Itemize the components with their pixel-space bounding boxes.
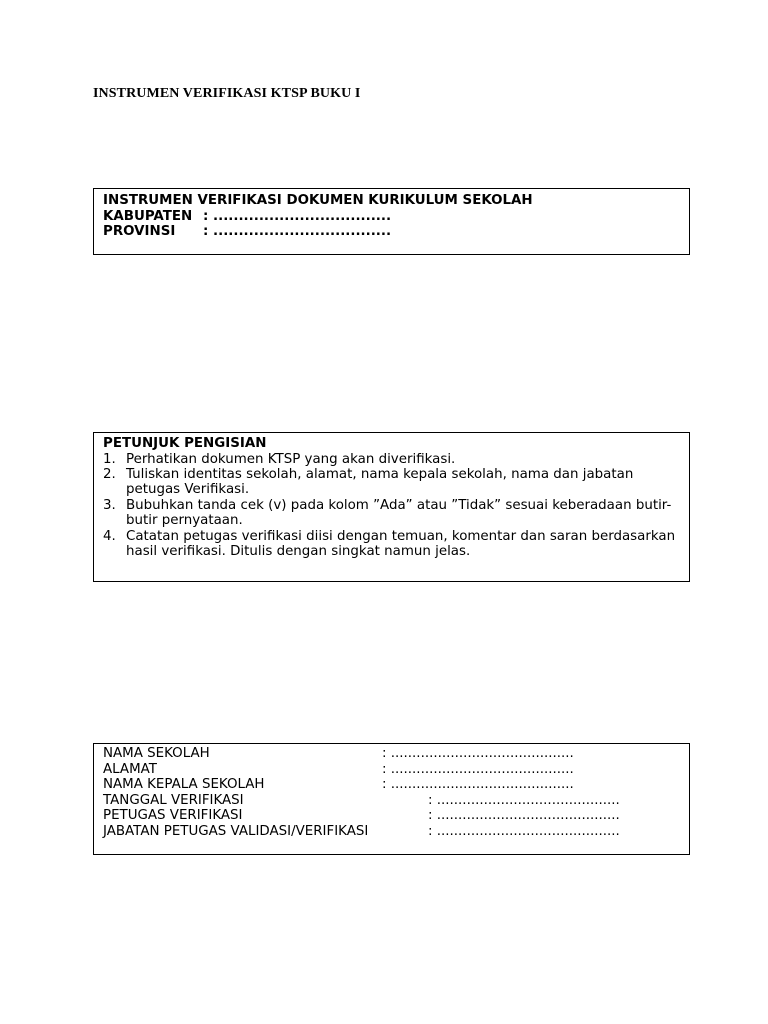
nama-sekolah-row bbox=[103, 746, 689, 762]
identity-box bbox=[93, 743, 690, 855]
tanggal-verifikasi-row bbox=[103, 793, 689, 809]
kabupaten-separator: : bbox=[203, 208, 209, 224]
header-heading: INSTRUMEN VERIFIKASI DOKUMEN KURIKULUM SEKOLAH bbox=[103, 193, 533, 208]
nama-kepala-sekolah-row bbox=[103, 777, 689, 793]
document-title: INSTRUMEN VERIFIKASI KTSP BUKU I bbox=[93, 86, 361, 101]
nama-kepala-sekolah-label: NAMA KEPALA SEKOLAH bbox=[103, 777, 265, 793]
instruction-step bbox=[103, 529, 689, 560]
provinsi-label: PROVINSI bbox=[103, 224, 176, 240]
instructions-heading: PETUNJUK PENGISIAN bbox=[103, 436, 267, 451]
step-text: Bubuhkan tanda cek (v) pada kolom ”Ada” atau ”Tidak” sesuai keberadaan butir-butir pernyataan. bbox=[126, 497, 672, 529]
instruction-step bbox=[103, 452, 689, 467]
alamat-value[interactable]: : ........................................... bbox=[382, 761, 574, 777]
step-number: 1. bbox=[103, 451, 116, 467]
instruction-step bbox=[103, 467, 689, 498]
petugas-verifikasi-label: PETUGAS VERIFIKASI bbox=[103, 808, 243, 824]
kabupaten-label: KABUPATEN bbox=[103, 208, 193, 224]
provinsi-separator: : bbox=[203, 224, 209, 240]
step-number: 2. bbox=[103, 467, 116, 482]
nama-sekolah-label: NAMA SEKOLAH bbox=[103, 746, 210, 761]
instructions-box bbox=[93, 432, 690, 582]
jabatan-petugas-row bbox=[103, 824, 689, 840]
kabupaten-value[interactable]: ................................... bbox=[213, 208, 392, 224]
petugas-verifikasi-row bbox=[103, 808, 689, 824]
header-box bbox=[93, 188, 690, 255]
provinsi-row bbox=[103, 224, 689, 240]
kabupaten-row bbox=[103, 209, 689, 225]
step-text: Tuliskan identitas sekolah, alamat, nama kepala sekolah, nama dan jabatan petugas Verifikasi. bbox=[126, 467, 634, 498]
provinsi-value[interactable]: ................................... bbox=[213, 224, 392, 240]
petugas-verifikasi-value[interactable]: : ........................................... bbox=[428, 808, 620, 824]
jabatan-petugas-value[interactable]: : ........................................... bbox=[428, 823, 620, 839]
nama-sekolah-value[interactable]: : ........................................... bbox=[382, 746, 574, 761]
nama-kepala-sekolah-value[interactable]: : ........................................... bbox=[382, 777, 574, 793]
alamat-row bbox=[103, 762, 689, 778]
step-text: Perhatikan dokumen KTSP yang akan diverifikasi. bbox=[126, 451, 456, 467]
step-number: 4. bbox=[103, 528, 116, 544]
step-text: Catatan petugas verifikasi diisi dengan temuan, komentar dan saran berdasarkan hasil verifikasi. Ditulis dengan singkat namun jelas. bbox=[126, 528, 676, 560]
instruction-step bbox=[103, 498, 689, 529]
tanggal-verifikasi-value[interactable]: : ........................................... bbox=[428, 792, 620, 808]
tanggal-verifikasi-label: TANGGAL VERIFIKASI bbox=[103, 792, 244, 808]
alamat-label: ALAMAT bbox=[103, 761, 157, 777]
jabatan-petugas-label: JABATAN PETUGAS VALIDASI/VERIFIKASI bbox=[103, 823, 369, 839]
step-number: 3. bbox=[103, 497, 116, 513]
